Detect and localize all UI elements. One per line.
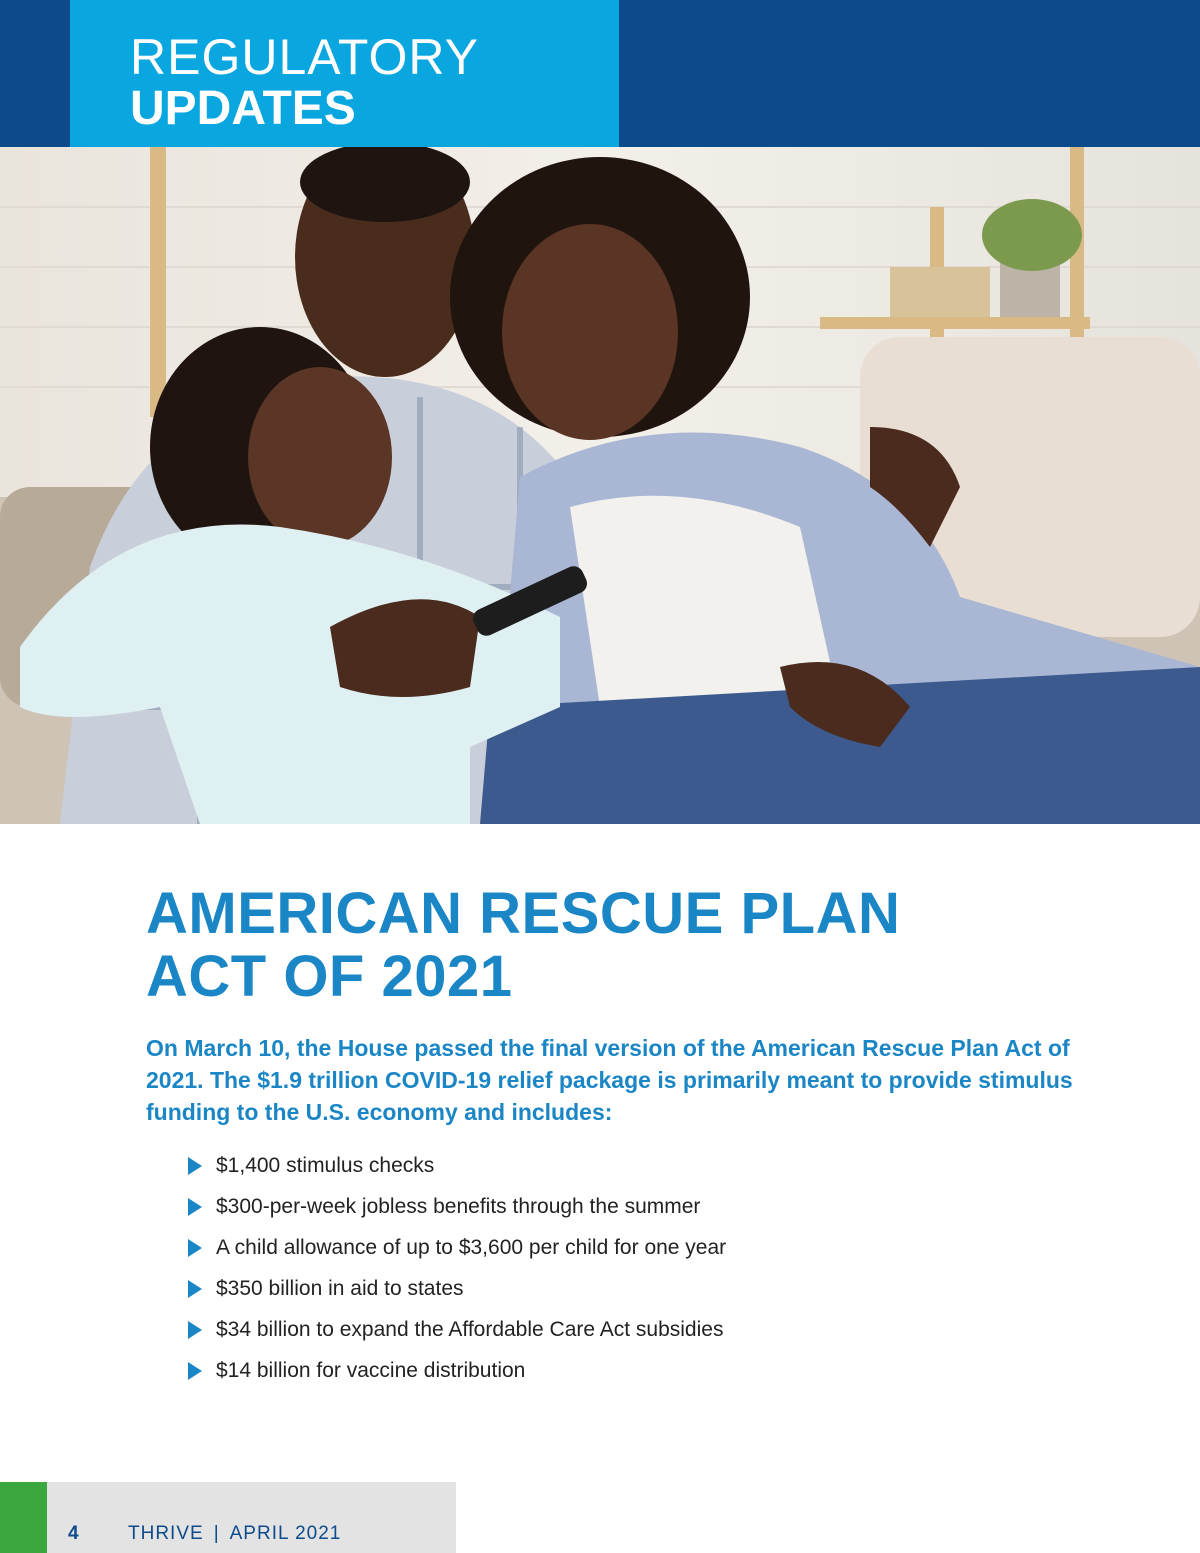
triangle-bullet-icon [188,1198,202,1216]
list-item [188,1145,726,1186]
triangle-bullet-icon [188,1157,202,1175]
list-item-text: $34 billion to expand the Affordable Care Act subsidies [216,1317,724,1341]
triangle-bullet-icon [188,1321,202,1339]
list-item [188,1268,726,1309]
list-item-text: $300-per-week jobless benefits through the summer [216,1194,701,1218]
article-title [146,882,1106,1008]
list-item [188,1309,726,1350]
list-item-text: $14 billion for vaccine distribution [216,1358,526,1382]
triangle-bullet-icon [188,1280,202,1298]
article-intro: On March 10, the House passed the final version of the American Rescue Plan Act of 2021. The $1.9 trillion COVID-19 relief package is primarily meant to provide stimulus funding to the U.S. economy and includes: [146,1035,1073,1125]
article-title-line1: AMERICAN RESCUE PLAN [146,881,901,946]
benefits-list [188,1145,726,1391]
page-number: 4 [68,1523,79,1544]
list-item [188,1350,726,1391]
list-item-text: $350 billion in aid to states [216,1276,464,1300]
family-photo [0,147,1200,824]
triangle-bullet-icon [188,1362,202,1380]
footer-publication-info [128,1523,341,1545]
section-title-updates: UPDATES [130,82,356,135]
section-title-regulatory: REGULATORY [130,29,479,85]
list-item [188,1186,726,1227]
footer-separator: | [213,1523,220,1544]
triangle-bullet-icon [188,1239,202,1257]
footer-accent [0,1482,47,1553]
list-item-text: $1,400 stimulus checks [216,1153,435,1177]
publication-date: APRIL 2021 [229,1523,342,1544]
article-title-line2: ACT OF 2021 [146,944,513,1009]
publication-name: THRIVE [128,1523,204,1544]
list-item [188,1227,726,1268]
list-item-text: A child allowance of up to $3,600 per child for one year [216,1235,727,1259]
